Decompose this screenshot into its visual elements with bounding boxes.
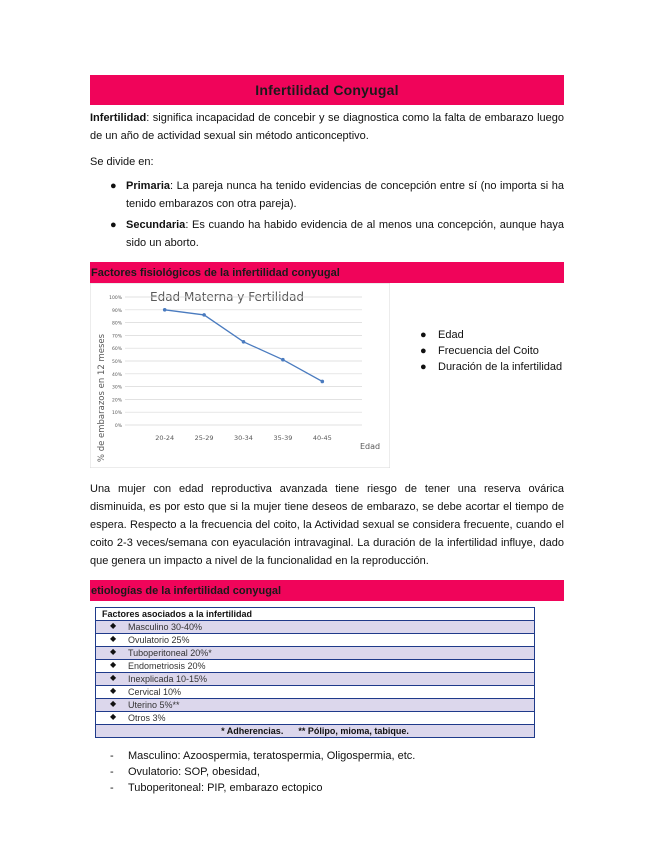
intro-term: Infertilidad	[90, 112, 147, 124]
dash-icon: -	[110, 782, 114, 794]
intro-paragraph	[90, 109, 564, 145]
list-item	[90, 216, 564, 252]
age-paragraph: Una mujer con edad reproductiva avanzada tiene riesgo de tener una reserva ovárica disminuida, es por esto que si la mujer tiene deseos de embarazo, se debe acortar el tiempo de espera. Respecto a la frecuencia del coito, la Actividad sexual se considera frecuente, cuando el coito 2-3 veces/semana con eyaculación intravaginal. La duración de la infertilidad influye, dado que genera un impacto a nivel de la funcionalidad en la reproducción.	[90, 483, 564, 567]
y-tick-label: 20%	[111, 398, 122, 404]
list-item	[90, 780, 564, 796]
x-tick-label: 30-34	[234, 434, 253, 442]
type-term: Secundaria	[126, 219, 186, 231]
y-tick-label: 90%	[111, 308, 122, 314]
table-note-2: ** Pólipo, mioma, tabique.	[298, 726, 409, 736]
bullet-icon: ●	[110, 180, 117, 192]
chart-ylabel: % de embarazos en 12 meses	[97, 333, 107, 463]
intro-text: : significa incapacidad de concebir y se diagnostica como la falta de embarazo luego de un año de actividad sexual sin método anticonceptivo.	[90, 112, 564, 142]
detail-text: Tuboperitoneal: PIP, embarazo ectopico	[128, 782, 323, 794]
table-note	[96, 725, 535, 738]
diamond-icon: ◆	[110, 699, 117, 708]
table-cell-text: Ovulatorio 25%	[128, 635, 190, 645]
diamond-icon: ◆	[110, 673, 117, 682]
table-header: Factores asociados a la infertilidad	[96, 608, 535, 621]
etiology-table	[95, 607, 535, 738]
table-cell	[96, 686, 535, 699]
table-cell-text: Otros 3%	[128, 713, 166, 723]
table-cell	[96, 699, 535, 712]
detail-text: Ovulatorio: SOP, obesidad,	[128, 766, 260, 778]
bullet-icon: ●	[420, 345, 427, 357]
y-tick-label: 100%	[109, 296, 122, 301]
table-row	[96, 621, 535, 634]
table-row	[96, 634, 535, 647]
y-tick-label: 50%	[111, 360, 122, 365]
section-title: etiologías de la infertilidad conyugal	[91, 584, 282, 597]
divide-label: Se divide en:	[90, 156, 154, 168]
table-cell-text: Tuboperitoneal 20%*	[128, 648, 212, 658]
bullet-icon: ●	[110, 219, 117, 231]
table-cell	[96, 621, 535, 634]
diamond-icon: ◆	[110, 621, 117, 630]
y-tick-label: 60%	[111, 347, 122, 353]
table-header-row	[96, 608, 535, 621]
table-row	[96, 647, 535, 660]
details-list	[90, 748, 564, 796]
chart-title: Edad Materna y Fertilidad	[150, 290, 305, 304]
dash-icon: -	[110, 750, 114, 762]
factor-label: Frecuencia del Coito	[438, 345, 539, 357]
data-point	[163, 308, 167, 312]
diamond-icon: ◆	[110, 660, 117, 669]
factors-list	[420, 327, 562, 375]
dash-icon: -	[110, 766, 114, 778]
data-point	[242, 340, 246, 344]
chart-row	[90, 283, 564, 468]
x-tick-label: 35-39	[273, 434, 293, 442]
list-item	[420, 359, 562, 375]
list-item	[90, 748, 564, 764]
bullet-icon: ●	[420, 329, 427, 341]
types-list	[90, 177, 564, 252]
chart-xlabel: Edad	[360, 442, 381, 451]
diamond-icon: ◆	[110, 712, 117, 721]
list-item	[420, 343, 562, 359]
table-cell	[96, 647, 535, 660]
document-page	[90, 75, 564, 796]
table-cell-text: Inexplicada 10-15%	[128, 674, 208, 684]
factor-label: Edad	[438, 329, 464, 341]
table-cell-text: Endometriosis 20%	[128, 661, 206, 671]
y-tick-label: 40%	[111, 372, 122, 378]
title-banner	[90, 75, 564, 105]
diamond-icon: ◆	[110, 647, 117, 656]
x-tick-label: 40-45	[312, 434, 332, 442]
y-tick-label: 80%	[111, 321, 122, 327]
bullet-icon: ●	[420, 361, 427, 373]
table-note-1: * Adherencias.	[221, 726, 284, 736]
table-note-row	[96, 725, 535, 738]
y-tick-label: 10%	[111, 411, 122, 417]
type-text: : Es cuando ha habido evidencia de al menos una concepción, aunque haya sido un aborto.	[126, 219, 564, 249]
table-row	[96, 673, 535, 686]
table-cell-text: Masculino 30-40%	[128, 622, 203, 632]
table-cell-text: Uterino 5%**	[128, 700, 180, 710]
page-title: Infertilidad Conyugal	[255, 82, 399, 98]
type-term: Primaria	[126, 180, 171, 192]
diamond-icon: ◆	[110, 634, 117, 643]
table-cell	[96, 673, 535, 686]
fertility-chart	[90, 283, 390, 468]
y-tick-label: 0%	[114, 424, 122, 429]
table-cell	[96, 712, 535, 725]
table-cell	[96, 660, 535, 673]
list-item	[90, 177, 564, 213]
section-banner-etiologies	[90, 580, 564, 601]
table-cell-text: Cervical 10%	[128, 687, 182, 697]
diamond-icon: ◆	[110, 686, 117, 695]
list-item	[420, 327, 562, 343]
data-point	[202, 313, 206, 317]
data-point	[321, 380, 325, 384]
list-item	[90, 764, 564, 780]
table-row	[96, 660, 535, 673]
table-row	[96, 699, 535, 712]
table-cell	[96, 634, 535, 647]
table-row	[96, 712, 535, 725]
type-text: : La pareja nunca ha tenido evidencias de concepción entre sí (no importa si ha tenido embarazos con otra pareja).	[126, 180, 564, 210]
data-point	[281, 358, 285, 362]
x-tick-label: 20-24	[155, 434, 175, 442]
section-title: Factores fisiológicos de la infertilidad conyugal	[91, 266, 340, 279]
table-row	[96, 686, 535, 699]
x-tick-label: 25-29	[194, 434, 214, 442]
detail-text: Masculino: Azoospermia, teratospermia, Oligospermia, etc.	[128, 750, 416, 762]
factor-label: Duración de la infertilidad	[438, 361, 563, 373]
y-tick-label: 70%	[111, 334, 122, 340]
y-tick-label: 30%	[111, 385, 122, 391]
section-banner-physiological	[90, 262, 564, 283]
